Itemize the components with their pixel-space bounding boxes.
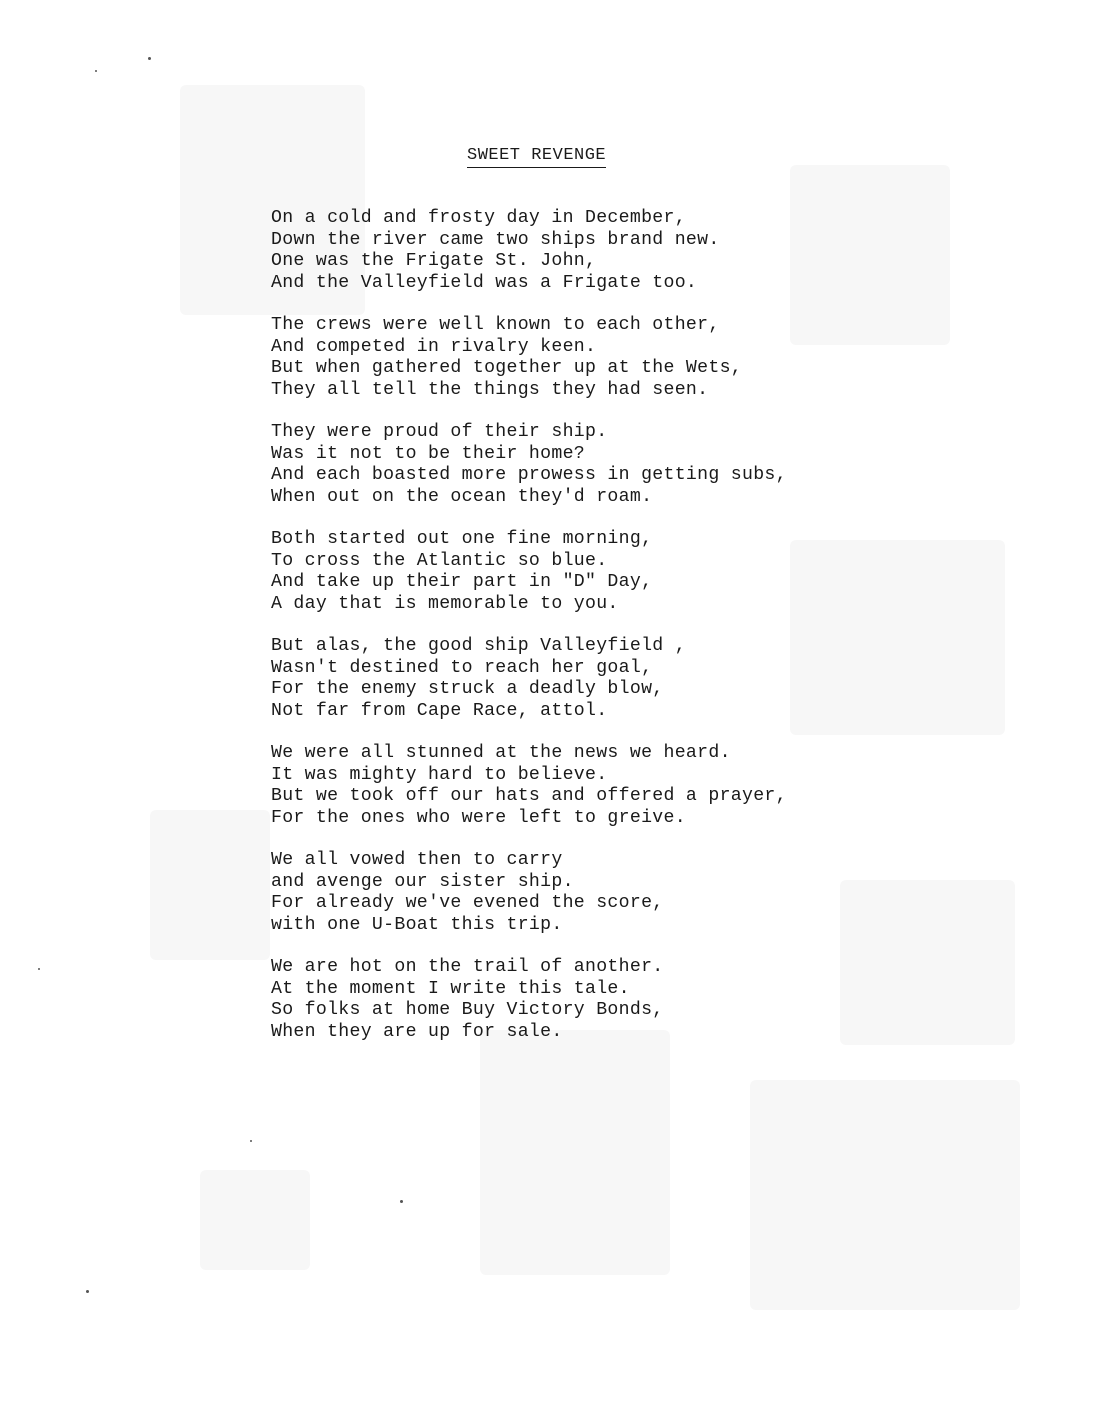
poem-line: One was the Frigate St. John, [271,251,597,271]
poem-line: They all tell the things they had seen. [271,379,709,400]
poem-line: To cross the Atlantic so blue. [271,550,608,571]
poem-line: For the ones who were left to greive. [271,807,686,828]
poem-body [271,208,911,1064]
bleed-through-mark [200,1170,310,1270]
stanza [271,529,911,615]
poem-line: and avenge our sister ship. [271,871,574,892]
poem-line: When they are up for sale. [271,1021,563,1042]
scan-speck [250,1140,252,1142]
stanza [271,636,911,722]
bleed-through-mark [480,1030,670,1275]
poem-line: It was mighty hard to believe. [271,764,608,785]
poem-line: And take up their part in "D" Day, [271,572,653,592]
scan-speck [95,70,97,72]
stanza [271,957,911,1043]
poem-line: Down the river came two ships brand new. [271,229,720,250]
poem-line: We are hot on the trail of another. [271,957,664,977]
scan-speck [86,1290,89,1293]
poem-line: We all vowed then to carry [271,850,563,870]
scan-speck [38,968,40,970]
poem-line: Both started out one fine morning, [271,529,653,549]
scan-speck [400,1200,403,1203]
poem-line: Was it not to be their home? [271,443,585,464]
stanza [271,208,911,294]
poem-line: The crews were well known to each other, [271,315,720,335]
poem-line: And the Valleyfield was a Frigate too. [271,272,698,293]
poem-line: Not far from Cape Race, attol. [271,700,608,721]
poem-line: But alas, the good ship Valleyfield , [271,636,686,656]
poem-line: A day that is memorable to you. [271,593,619,614]
poem-line: When out on the ocean they'd roam. [271,486,653,507]
poem-line: But when gathered together up at the Wets, [271,358,742,378]
poem-line: They were proud of their ship. [271,422,608,442]
poem-line: For the enemy struck a deadly blow, [271,679,664,699]
stanza [271,743,911,829]
poem-line: For already we've evened the score, [271,893,664,913]
stanza [271,850,911,936]
stanza [271,315,911,401]
stanza [271,422,911,508]
poem-line: We were all stunned at the news we heard. [271,743,731,763]
bleed-through-mark [750,1080,1020,1310]
poem-line: On a cold and frosty day in December, [271,208,686,228]
poem-line: So folks at home Buy Victory Bonds, [271,1000,664,1020]
poem-line: At the moment I write this tale. [271,978,630,999]
poem-line: But we took off our hats and offered a prayer, [271,786,787,806]
scan-speck [148,57,151,60]
poem-title: SWEET REVENGE [467,146,606,168]
bleed-through-mark [150,810,270,960]
poem-line: And competed in rivalry keen. [271,336,597,357]
poem-line: Wasn't destined to reach her goal, [271,657,653,678]
poem-line: And each boasted more prowess in getting subs, [271,465,787,485]
poem-line: with one U-Boat this trip. [271,914,563,935]
